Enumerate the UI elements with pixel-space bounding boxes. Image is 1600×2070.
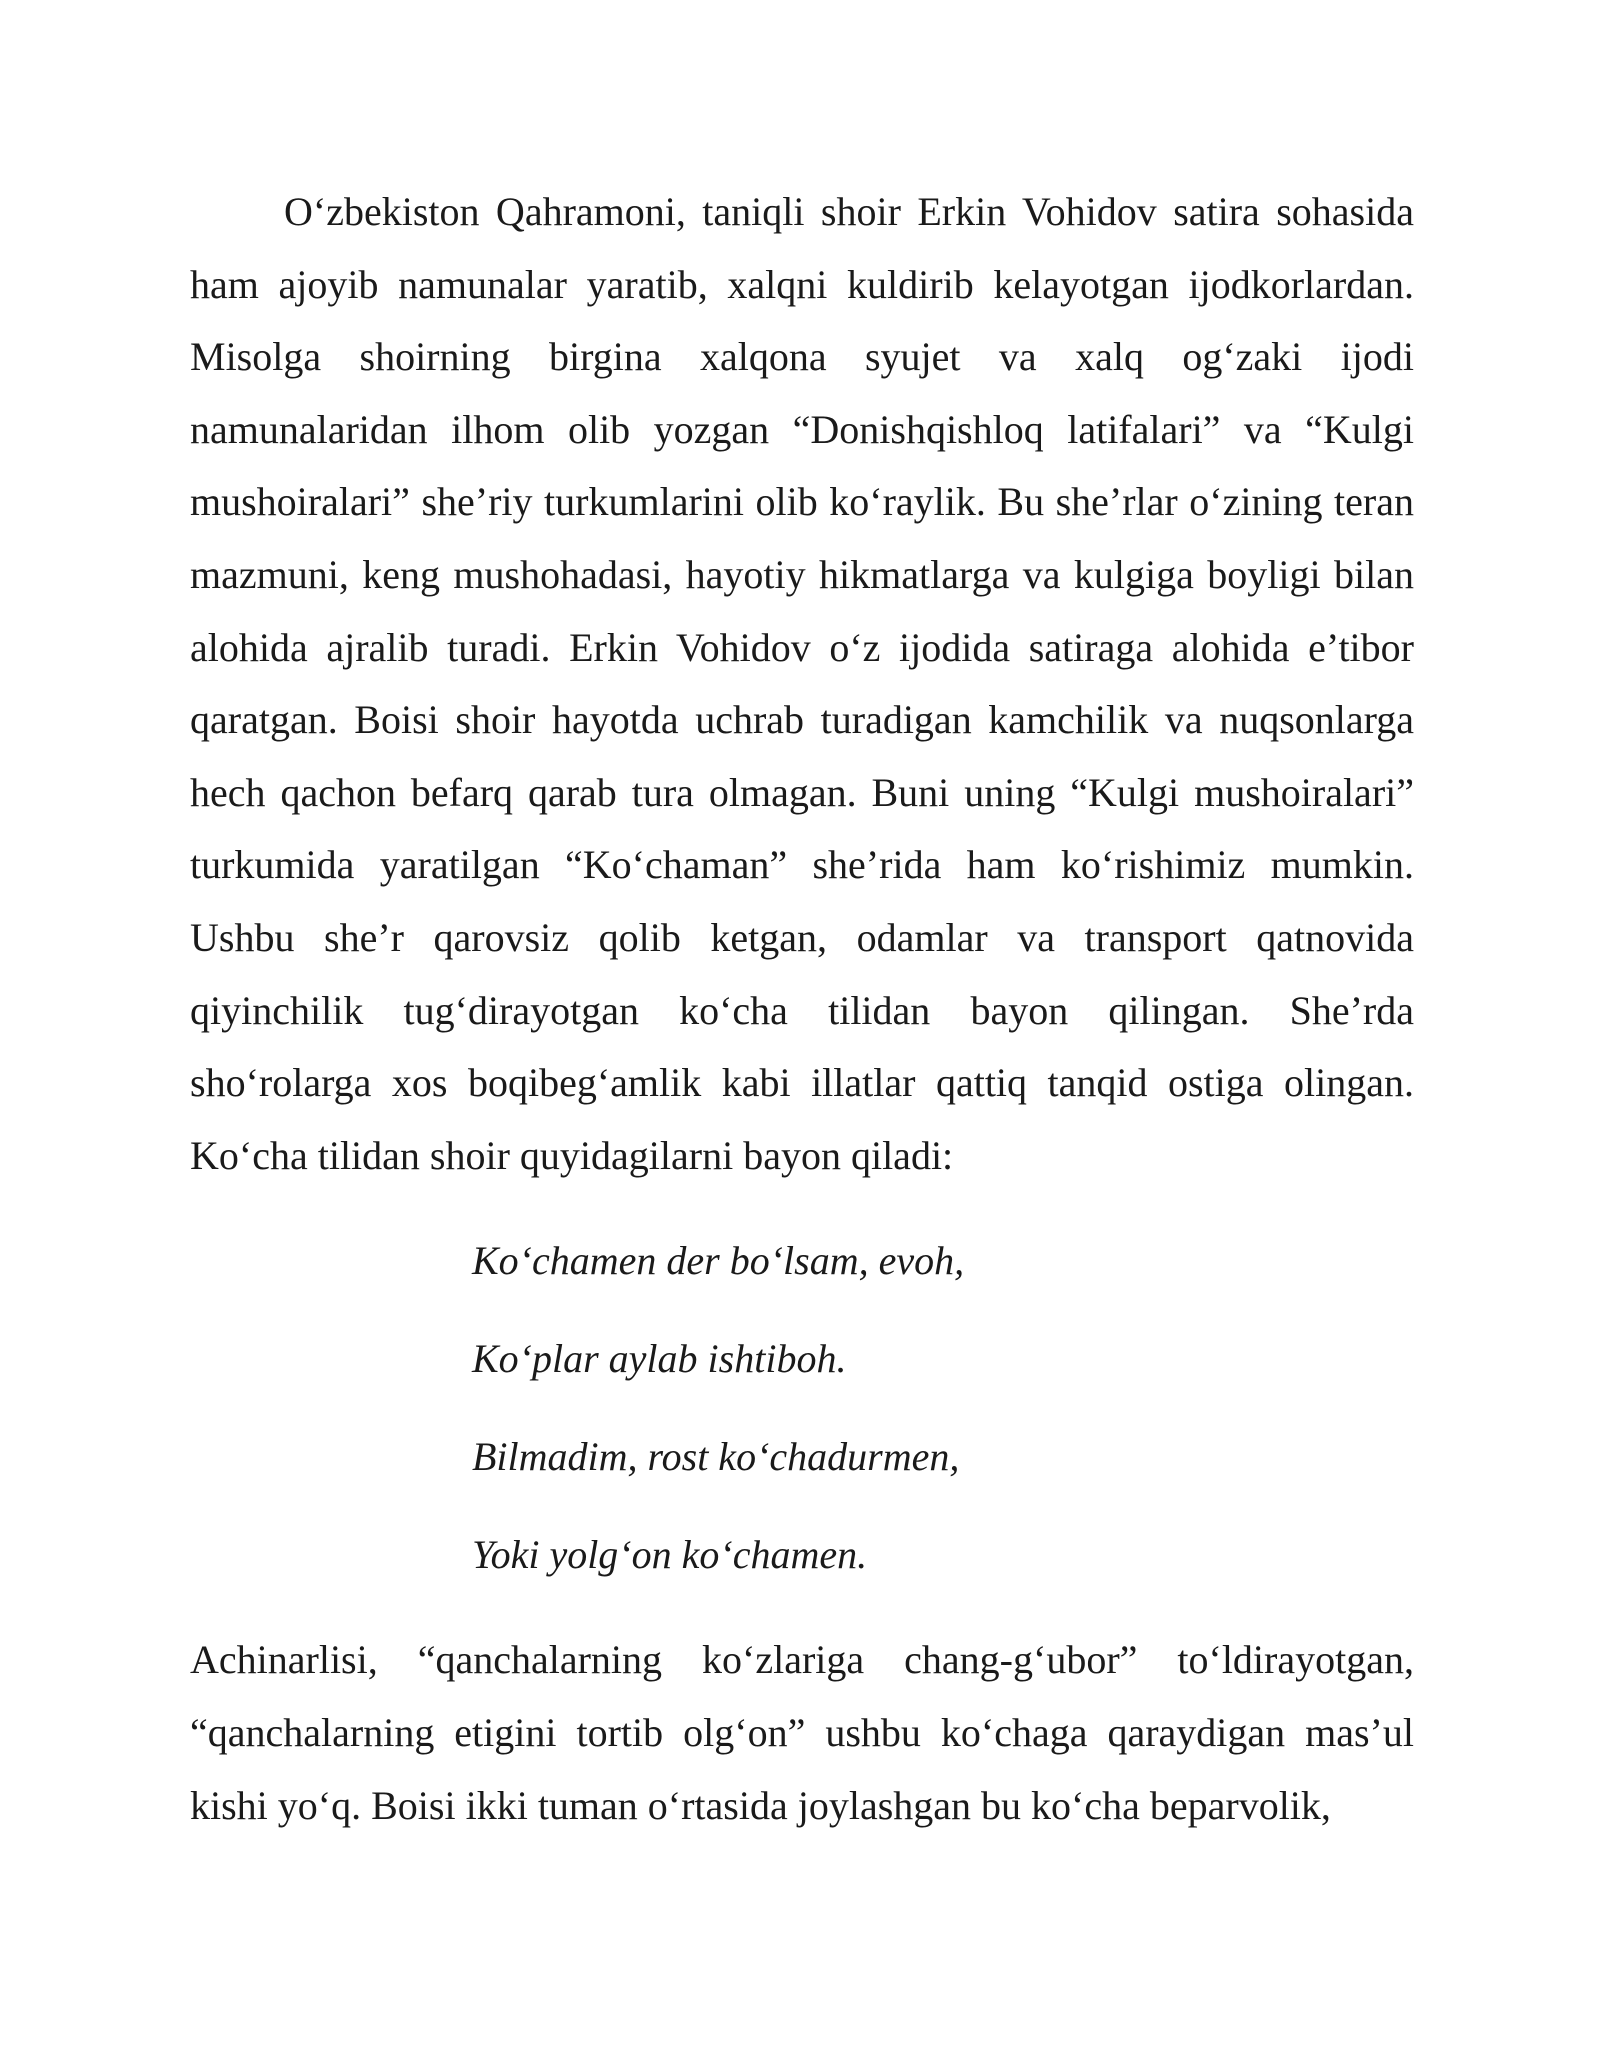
poem-line: Ko‘chamen der bo‘lsam, evoh, xyxy=(472,1238,965,1284)
page-content xyxy=(190,176,1414,1842)
paragraph-intro: O‘zbekiston Qahramoni, taniqli shoir Erkin Vohidov satira sohasida ham ajoyib namunalar yaratib, xalqni kuldirib kelayotgan ijodkorlardan. Misolga shoirning birgina xalqona syujet va xalq og‘zaki ijodi namunalaridan ilhom olib yozgan “Donishqishloq latifalari” va “Kulgi mushoiralari” she’riy turkumlarini olib ko‘raylik. Bu she’rlar o‘zining teran mazmuni, keng mushohadasi, hayotiy hikmatlarga va kulgiga boyligi bilan alohida ajralib turadi. Erkin Vohidov o‘z ijodida satiraga alohida e’tibor qaratgan. Boisi shoir hayotda uchrab turadigan kamchilik va nuqsonlarga hech qachon befarq qarab tura olmagan. Buni uning “Kulgi mushoiralari” turkumida yaratilgan “Ko‘chaman” she’rida ham ko‘rishimiz mumkin. Ushbu she’r qarovsiz qolib ketgan, odamlar va transport qatnovida qiyinchilik tug‘dirayotgan ko‘cha tilidan bayon qilingan. She’rda sho‘rolarga xos boqibeg‘amlik kabi illatlar qattiq tanqid ostiga olingan. Ko‘cha tilidan shoir quyidagilarni bayon qiladi: xyxy=(190,189,1414,1178)
poem-line: Yoki yolg‘on ko‘chamen. xyxy=(472,1532,868,1578)
paragraph-continuation: Achinarlisi, “qanchalarning ko‘zlariga chang-g‘ubor” to‘ldirayotgan, “qanchalarning etigini tortib olg‘on” ushbu ko‘chaga qaraydigan mas’ul kishi yo‘q. Boisi ikki tuman o‘rtasida joylashgan bu ko‘cha beparvolik, xyxy=(190,1637,1414,1828)
poem-quote xyxy=(190,1192,1414,1624)
poem-line: Bilmadim, rost ko‘chadurmen, xyxy=(472,1434,960,1480)
poem-line: Ko‘plar aylab ishtiboh. xyxy=(472,1336,847,1382)
